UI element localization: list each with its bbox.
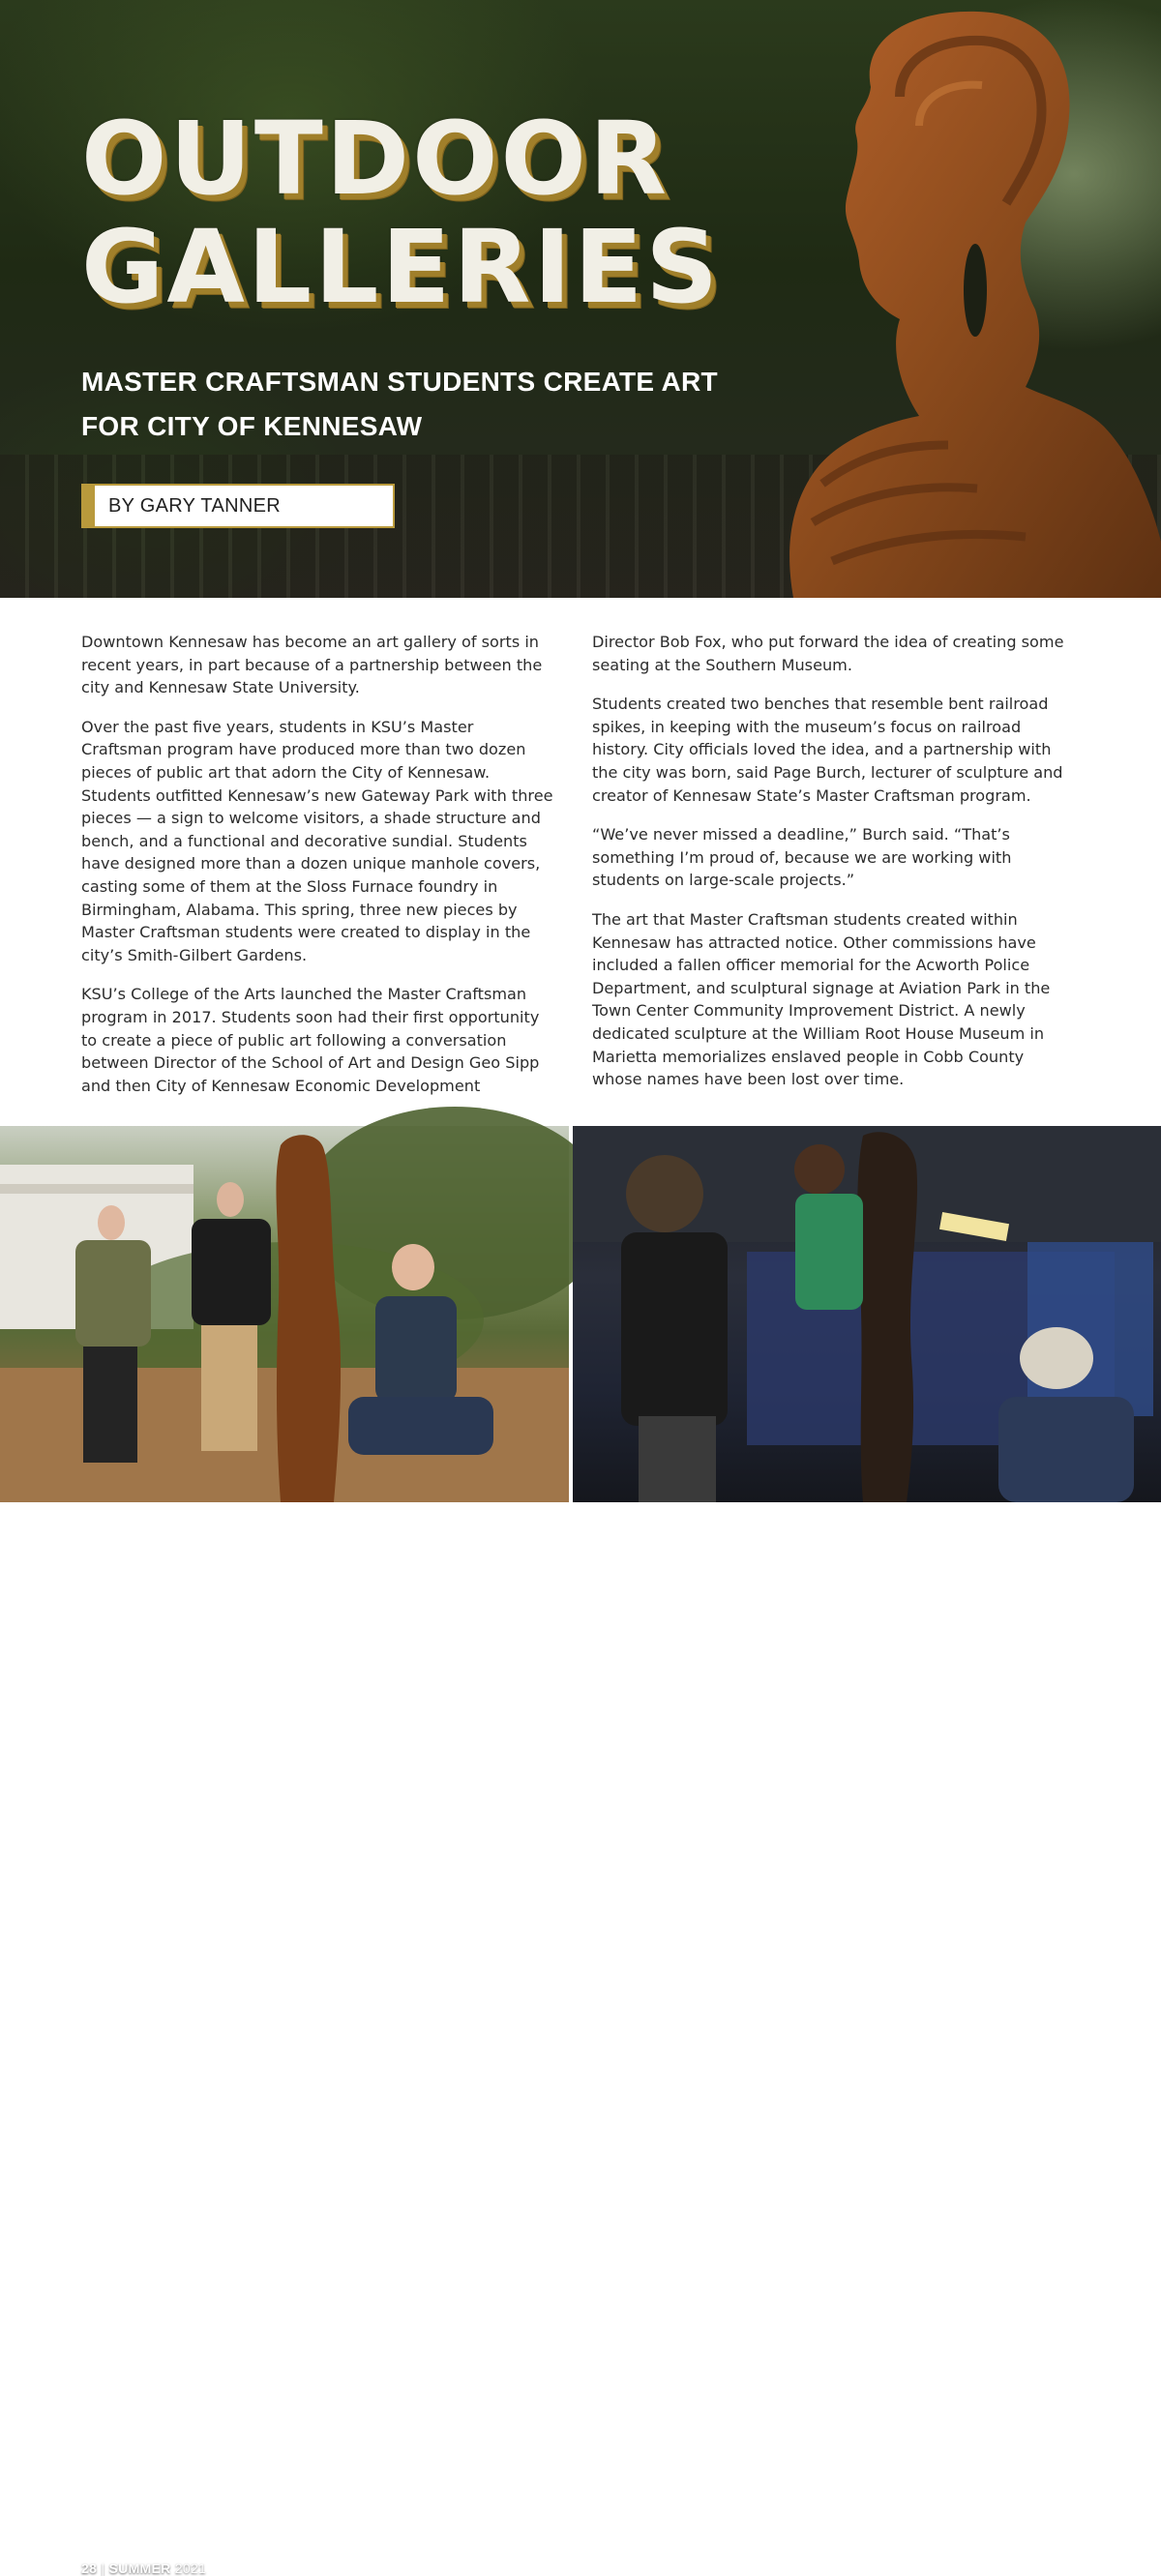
byline-box	[81, 484, 395, 528]
paragraph: Students created two benches that resemble bent railroad spikes, in keeping with the museum’s focus on railroad history. City officials loved the idea, and a partnership with the city was born, said Page Burch, lecturer of sculpture and creator of Kennesaw State’s Master Craftsman program.	[592, 695, 1063, 805]
article-subtitle: MASTER CRAFTSMAN STUDENTS CREATE ART FOR CITY OF KENNESAW	[81, 367, 718, 441]
article-title	[81, 100, 759, 326]
welding-photo-illustration	[573, 1126, 1161, 1502]
rusted-sculpture-image	[755, 0, 1161, 598]
magazine-year: 2021	[174, 2561, 207, 2576]
paragraph: Downtown Kennesaw has become an art gallery of sorts in recent years, in part because of a partnership between the city and Kennesaw State University.	[81, 633, 543, 697]
paragraph: Over the past five years, students in KSU’s Master Craftsman program have produced more than two dozen pieces of public art that adorn the City of Kennesaw. Students outfitted Kennesaw’s new Gateway Park with three pieces — a sign to welcome visitors, a shade structure and bench, and a functional and decorative sundial. Students have designed more than a dozen unique manhole covers, casting some of them at the Sloss Furnace foundry in Birmingham, Alabama. This spring, three new pieces by Master Craftsman students were created to display in the city’s Smith-Gilbert Gardens.	[81, 717, 553, 964]
title-line-2: GALLERIES	[81, 208, 722, 326]
paragraph: Director Bob Fox, who put forward the idea of creating some seating at the Southern Museum.	[592, 633, 1064, 674]
folio-separator: |	[101, 2561, 105, 2576]
students-welding-photo	[573, 1126, 1161, 1502]
byline-accent-bar	[83, 486, 95, 526]
students-with-sculpture-photo	[0, 1126, 569, 2576]
paragraph: The art that Master Craftsman students created within Kennesaw has attracted notice. Other commissions have included a fallen officer memorial for the Acworth Police Department, and sculptural signage at Aviation Park in the Town Center Community Improvement District. A newly dedicated sculpture at the William Root House Museum in Marietta memorializes enslaved people in Cobb County whose names have been lost over time.	[592, 909, 1051, 1089]
byline: BY GARY TANNER	[108, 495, 281, 517]
paragraph: “We’ve never missed a deadline,” Burch said. “That’s something I’m proud of, because we are working with students on large-scale projects.”	[592, 825, 1012, 890]
paragraph: KSU’s College of the Arts launched the Master Craftsman program in 2017. Students soon had their first opportunity to create a piece of public art following a conversation between Director of the School of Art and Design Geo Sipp and then City of Kennesaw Economic Development	[81, 985, 540, 1095]
students-photo-illustration	[0, 1126, 569, 1502]
hero-banner	[0, 0, 1161, 598]
page-number: 28	[81, 2561, 98, 2576]
page-folio	[81, 2561, 206, 2576]
article-column-left	[81, 631, 557, 1113]
title-line-1: OUTDOOR	[81, 100, 670, 218]
article-column-right	[592, 631, 1068, 1108]
magazine-season: SUMMER	[108, 2561, 171, 2576]
